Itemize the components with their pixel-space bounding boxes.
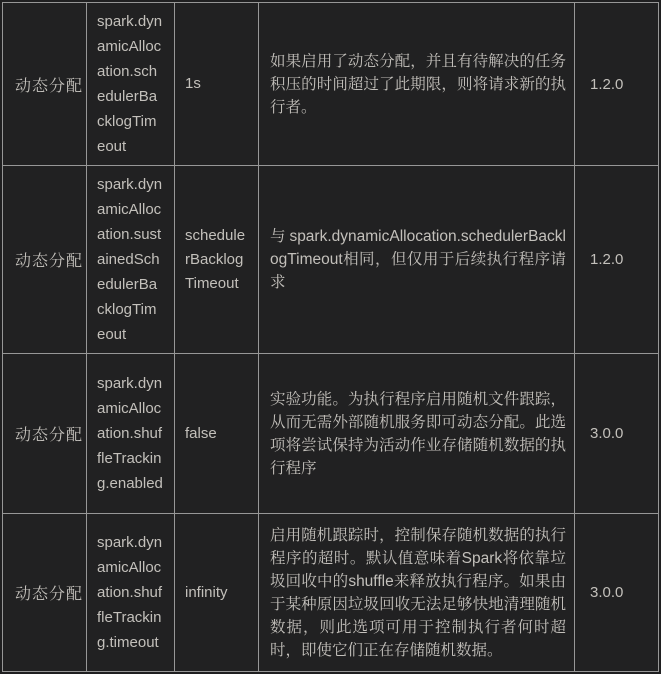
description-cell: 启用随机跟踪时，控制保存随机数据的执行程序的超时。默认值意味着Spark将依靠垃圾回收中的shuffle来释放执行程序。如果由于某种原因垃圾回收无法足够快地清理随机数据，则此选项可用于控制执行者何时超时，即使它们正在存储随机数据。 <box>259 514 575 672</box>
category-cell: 动态分配 <box>3 354 87 514</box>
default-value-cell: infinity <box>175 514 259 672</box>
category-cell: 动态分配 <box>3 514 87 672</box>
default-value-cell: false <box>175 354 259 514</box>
version-cell: 1.2.0 <box>575 166 659 354</box>
description-cell: 实验功能。为执行程序启用随机文件跟踪，从而无需外部随机服务即可动态分配。此选项将尝试保持为活动作业存储随机数据的执行程序 <box>259 354 575 514</box>
table-row <box>3 3 659 166</box>
spark-config-table <box>2 2 659 672</box>
table-row <box>3 514 659 672</box>
version-cell: 3.0.0 <box>575 514 659 672</box>
default-value-cell: 1s <box>175 3 259 166</box>
property-cell: spark.dynamicAllocation.sustainedSchedulerBacklogTimeout <box>87 166 175 354</box>
category-cell: 动态分配 <box>3 166 87 354</box>
property-cell: spark.dynamicAllocation.shuffleTracking.timeout <box>87 514 175 672</box>
version-cell: 1.2.0 <box>575 3 659 166</box>
table-row <box>3 354 659 514</box>
property-cell: spark.dynamicAllocation.shuffleTracking.enabled <box>87 354 175 514</box>
table-row <box>3 166 659 354</box>
description-cell: 如果启用了动态分配，并且有待解决的任务积压的时间超过了此期限，则将请求新的执行者。 <box>259 3 575 166</box>
description-cell: 与spark.dynamicAllocation.schedulerBacklogTimeout相同，但仅用于后续执行程序请求 <box>259 166 575 354</box>
category-cell: 动态分配 <box>3 3 87 166</box>
property-cell: spark.dynamicAllocation.schedulerBacklogTimeout <box>87 3 175 166</box>
default-value-cell: schedulerBacklogTimeout <box>175 166 259 354</box>
version-cell: 3.0.0 <box>575 354 659 514</box>
